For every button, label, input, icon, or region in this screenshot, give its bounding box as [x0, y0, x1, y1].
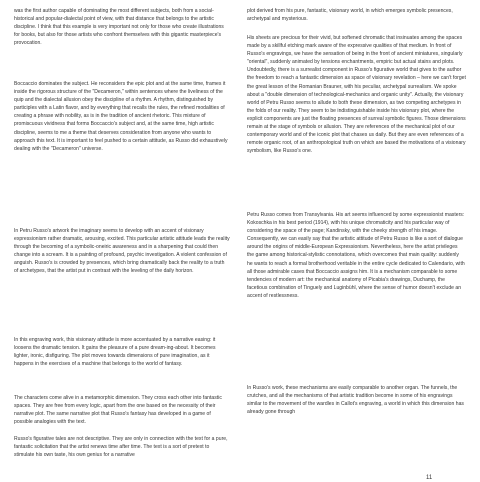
- paragraph: plot derived from his pure, fantastic, visionary world, in which emerges symbolic presences, archetypal and mysterious.: [247, 8, 453, 23]
- paragraph: Russo's figurative tales are not descriptive. They are only in connection with the text for a pure, fantastic solicitation that the artist renews time after time. The text is a sort of pretext to stimulate his own taste, his own genius for a narrative: [14, 436, 228, 459]
- paragraph: Petru Russo comes from Transylvania. His art seems influenced by some expressionist masters: Kokoschka in his best period (1914), with his unique chromaticity and his particular way of considering the space of the page; Kandinsky, with the cheeky strength of his image. Consequently, we can easily say that the artistic attitude of Petru Russo is like a sort of dialogue around the origins of middle-European Expressionism. Nevertheless, here the artist privileges the game among historical-stylistic connotations, which overcomes that main quality: suddenly he wants to reach a formal brotherhood veritable in the entire cycle dedicated to Calendario, with all those admirable cases that Boccaccio assigns him. It is a mechanism comparable to some tendencies of modern art: the mechanical anatomy of Picabia's drawings, Duchamp, the facetious combination of Tinguely and Luginbühl, where the sense of humor doesn't exclude an accent of restlessness.: [247, 212, 465, 299]
- paragraph: His sheets are precious for their vivid, but softened chromatic that insinuates among the spaces made by a skillful etching mark aware of the expressive qualities of that medium. In front of Russo's engravings, we have the sensation of being in the front of ancient miniatures, singularly "oriental", suddenly animated by tensions enchantments, empiric but actual stains and plots. Undoubtedly, there is a surrealist component in Russo's figurative world that gives to the author the freedom to reach a fantastic dimension as space of visionary revelation – here we can't forget the great lesson of the Romanian Brauner, with his peculiar, archetypal surrealism. We spoke about a "double dimension of technological-mechanics and organic unity". Actually, the visionary world of Petru Russo seems to allude to both these dimension, as two competing archetypes in the folds of our reality. They seem to be indistinguishable inside his visionary plot, where the explicit components are just the floating presences of surreal symbolic figures. Those dimensions remain at the stage of symbols or allusion. They are references of the mechanical plot of our contemporary world and of the iconic plot that chases us daily. But they are even references of a remote organic root, of an anthropological truth on which are based the motivations of a visionary symbolism, like Russo's one.: [247, 35, 466, 155]
- paragraph: was the first author capable of dominating the most different subjects, both from a social-historical and popular-dialectal point of view, with that distance that belongs to the artistic discipline. I think that this example is very important not only for those who create illustrations for books, but also for those artists who confront themselves with this gigantic masterpiece's provocation.: [14, 8, 224, 47]
- paragraph: The characters come alive in a metamorphic dimension. They cross each other into fantastic spaces. They are free from every logic, apart from the one based on the necessity of their narrative plot. The same narrative plot that Russo's fantasy has developed in a game of possible analogies with the text.: [14, 395, 222, 426]
- paragraph: Boccaccio dominates the subject. He reconsiders the epic plot and at the same time, frames it inside the rigorous structure of the "Decameron," within sentences where the liveliness of the quip and the dialectal allusion obey the discipline of a rhythm. A rhythm, distinguished by participles with a Latin flavor, and by everything that recalls the rules, the refined modalities of creating a phrase with nobility, as is in the tradition of ancient rhetoric. This mixture of promiscuous vividness that forms Boccaccio's subject and, at the same time, high artistic discipline, seems to me a theme that deserves consideration from anyone who wants to approach this text. It is important to feel pushed to a certain attitude, as Russo did exhaustively dealing with the "Decameron" universe.: [14, 81, 228, 152]
- page-number: 11: [426, 475, 433, 481]
- paragraph: In Russo's work, these mechanisms are easily comparable to another organ. The funnels, the crutches, and all the mechanisms of that artistic tradition become in some of his engravings similar to the movement of the wardles in Callot's engraving, a world in which this dimension has already gone through: [247, 385, 464, 416]
- paragraph: In this engraving work, this visionary attitude is more accentuated by a narrative easing: it loosens the dramatic tension. It gains the pleasure of a pure dream-ing-about. It becomes lighter, ironic, disfiguring. The plot moves towards dimensions of pure imagination, as it happens in the exercises of a machine that belongs to the world of fantasy.: [14, 337, 216, 368]
- paragraph: In Petru Russo's artwork the imaginary seems to develop with an accent of visionary expressionism rather dramatic, arousing, excited. This particular artistic attitude leads the reality through the becoming of a symbolic-oneiric awareness and in a sharpening that could then change into a scream. It is a painting of profound, psychic investigation. A violent confession of anguish. Russo's is crowded by presences, which bring dramatically back the reality to a truth of archetypes, that the artist put in contrast with the leveling of the daily horizon.: [14, 228, 230, 275]
